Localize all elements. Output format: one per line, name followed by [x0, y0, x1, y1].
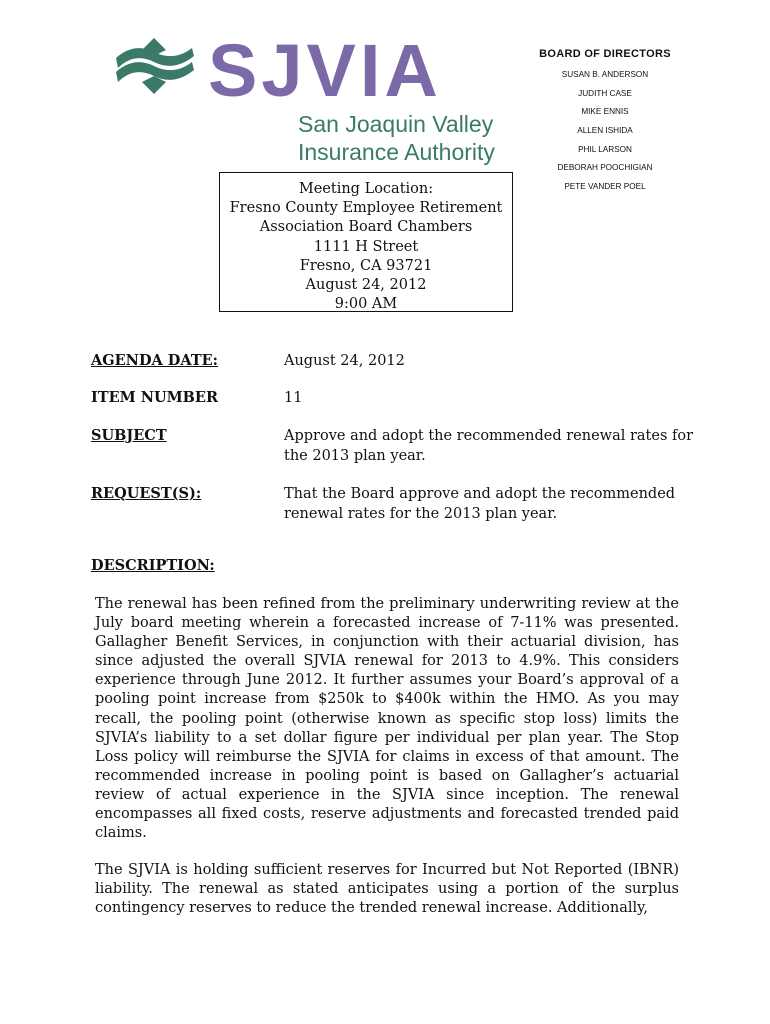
- request-label: REQUEST(S):: [91, 485, 202, 502]
- board-member: MIKE ENNIS: [581, 107, 629, 117]
- board-title: BOARD OF DIRECTORS: [539, 48, 671, 60]
- board-of-directors: [535, 48, 675, 201]
- subject-value: Approve and adopt the recommended renewal rates for the 2013 plan year.: [284, 428, 694, 464]
- item-number-value: 11: [284, 390, 303, 406]
- board-member: PHIL LARSON: [578, 144, 632, 154]
- board-member: DEBORAH POOCHIGIAN: [557, 163, 653, 173]
- meeting-line: Fresno, CA 93721: [299, 257, 433, 274]
- meeting-line: 1111 H Street: [313, 238, 419, 255]
- board-member: SUSAN B. ANDERSON: [561, 70, 649, 79]
- request-value: That the Board approve and adopt the recommended renewal rates for the 2013 plan year.: [284, 486, 676, 522]
- logo-name-line2: Insurance Authority: [298, 139, 495, 165]
- meeting-line: Fresno County Employee Retirement: [229, 200, 503, 217]
- board-member: PETE VANDER POEL: [564, 182, 646, 192]
- logo-acronym: SJVIA: [208, 29, 442, 112]
- logo-org-name: [298, 110, 495, 166]
- meeting-location-box: [219, 172, 513, 312]
- board-member: ALLEN ISHIDA: [577, 126, 633, 136]
- description-label: DESCRIPTION:: [91, 557, 215, 574]
- description-paragraph-2: The SJVIA is holding sufficient reserves for Incurred but Not Reported (IBNR) liability. The renewal as stated anticipates using a portion of the surplus contingency reserves to reduce the trended renewal increase. Additionally,: [95, 862, 679, 917]
- item-number-label: ITEM NUMBER: [91, 389, 219, 406]
- wave-diamond-icon: [106, 36, 202, 96]
- logo-name-line1: San Joaquin Valley: [298, 111, 494, 137]
- meeting-line: August 24, 2012: [305, 277, 427, 294]
- meeting-line: Meeting Location:: [298, 181, 434, 197]
- sjvia-logo: [106, 29, 526, 172]
- agenda-date-value: August 24, 2012: [284, 353, 405, 369]
- meeting-line: 9:00 AM: [334, 296, 398, 313]
- description-paragraph-1: The renewal has been refined from the preliminary underwriting review at the July board meeting wherein a forecasted increase of 7-11% was presented. Gallagher Benefit Services, in conjunction with their actuarial division, has since adjusted the overall SJVIA renewal for 2013 to 4.9%. This considers experience through June 2012. It further assumes your Board’s approval of a pooling point increase from $250k to $400k within the HMO. As you may recall, the pooling point (otherwise known as specific stop loss) limits the SJVIA’s liability to a set dollar figure per individual per plan year. The Stop Loss policy will reimburse the SJVIA for claims in excess of that amount. The recommended increase in pooling point is based on Gallagher’s actuarial review of actual experience in the SJVIA since inception. The renewal encompasses all fixed costs, reserve adjustments and forecasted trended paid claims.: [95, 596, 679, 842]
- board-member: JUDITH CASE: [578, 88, 632, 98]
- subject-label: SUBJECT: [91, 427, 167, 444]
- meeting-line: Association Board Chambers: [259, 219, 473, 236]
- agenda-date-label: AGENDA DATE:: [91, 352, 219, 369]
